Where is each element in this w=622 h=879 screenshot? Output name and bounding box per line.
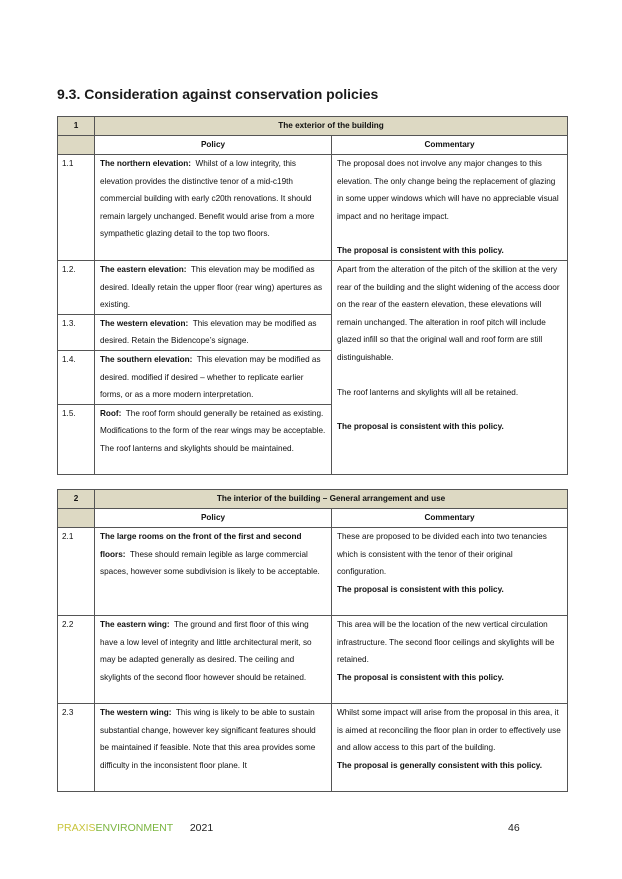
policy-title: The western wing: <box>100 708 172 717</box>
policy-cell <box>95 260 332 314</box>
section-number: 2 <box>58 490 95 509</box>
section-title: The exterior of the building <box>95 117 568 136</box>
column-header-commentary: Commentary <box>332 136 568 155</box>
section-title: The interior of the building – General arrangement and use <box>95 490 568 509</box>
commentary-text: This area will be the location of the new vertical circulation infrastructure. The second floor ceilings and skylights will be retained. <box>337 620 555 665</box>
policy-title: The western elevation: <box>100 318 189 328</box>
policy-title: The northern elevation: <box>100 159 191 168</box>
brand-logo-praxis: PRAXIS <box>57 822 96 834</box>
commentary-conclusion: The proposal is consistent with this policy. <box>337 422 504 432</box>
policy-text: This elevation may be modified as desired. Ideally retain the upper floor (rear wing) apertures as existing. <box>100 264 323 310</box>
footer-year: 2021 <box>189 822 214 834</box>
policy-cell <box>95 350 332 404</box>
table-row <box>58 528 568 616</box>
interior-policy-table <box>57 489 568 792</box>
policy-cell <box>95 704 332 792</box>
policy-text: This elevation may be modified as desired. Retain the Bidencope’s signage. <box>100 318 317 346</box>
row-number: 1.2. <box>58 260 95 314</box>
policy-title: Roof: <box>100 408 122 418</box>
page-number: 46 <box>508 822 520 834</box>
row-number: 1.4. <box>58 350 95 404</box>
policy-title: The large rooms on the front of the first and second floors: <box>100 532 302 559</box>
commentary-cell <box>332 704 568 792</box>
commentary-conclusion: The proposal is consistent with this policy. <box>337 672 504 682</box>
commentary-cell <box>332 155 568 261</box>
policy-cell <box>95 528 332 616</box>
commentary-text: Whilst some impact will arise from the proposal in this area, it is aimed at reconciling the floor plan in order to effectively use and allow access to this part of the building. <box>337 708 561 753</box>
commentary-cell <box>332 616 568 704</box>
policy-cell <box>95 155 332 261</box>
column-header-row <box>58 509 568 528</box>
page-heading: 9.3. Consideration against conservation policies <box>57 86 379 102</box>
row-number: 2.3 <box>58 704 95 792</box>
table-row <box>58 260 568 314</box>
policy-text: These should remain legible as large commercial spaces, however some subdivision is likely to be acceptable. <box>100 549 320 577</box>
table-section-header <box>58 117 568 136</box>
commentary-cell <box>332 260 568 474</box>
policy-cell <box>95 404 332 474</box>
section-number: 1 <box>58 117 95 136</box>
row-number: 1.5. <box>58 404 95 474</box>
commentary-cell <box>332 528 568 616</box>
brand-logo-environment: ENVIRONMENT <box>95 822 173 834</box>
table-row <box>58 155 568 261</box>
policy-title: The eastern wing: <box>100 620 170 629</box>
exterior-policy-table <box>57 116 568 475</box>
policy-title: The southern elevation: <box>100 354 193 364</box>
row-number: 1.3. <box>58 314 95 350</box>
page-footer <box>57 822 521 834</box>
policy-cell <box>95 616 332 704</box>
row-number: 2.2 <box>58 616 95 704</box>
row-number: 1.1 <box>58 155 95 261</box>
row-number: 2.1 <box>58 528 95 616</box>
commentary-text: The proposal does not involve any major changes to this elevation. The only change being the replacement of glazing in some upper windows which will have no appreciable visual impact and no heritage impact. <box>337 159 559 221</box>
policy-text: The ground and first floor of this wing have a low level of integrity and little architectural merit, so may be adapted generally as desired. The ceiling and skylights of the second floor however should be retained. <box>100 620 312 682</box>
policy-text: The roof form should generally be retained as existing. Modifications to the form of the rear wings may be acceptable. The roof lanterns and skylights should be maintained. <box>100 408 326 453</box>
policy-text: This elevation may be modified as desired. modified if desired – whether to replicate earlier forms, or as a more modern interpretation. <box>100 354 321 400</box>
commentary-text: Apart from the alteration of the pitch of the skillion at the very rear of the building and the slight widening of the access door on the rear of the eastern elevation, these elevations will remain unchanged. The alteration in roof pitch will include glazed infill so that the original wall and roof form are still distinguishable. <box>337 264 560 362</box>
column-header-row <box>58 136 568 155</box>
commentary-text: These are proposed to be divided each into two tenancies which is consistent with the tenor of their original configuration. <box>337 532 547 577</box>
column-header-policy: Policy <box>95 509 332 528</box>
column-header-commentary: Commentary <box>332 509 568 528</box>
commentary-text: The roof lanterns and skylights will all be retained. <box>337 387 519 397</box>
column-header-policy: Policy <box>95 136 332 155</box>
policy-cell <box>95 314 332 350</box>
policy-text: Whilst of a low integrity, this elevation provides the distinctive tenor of a mid-c19th commercial building with early c20th renovations. It should remain largely unchanged. Benefit would arise from a more sympathetic glazing detail to the top two floors. <box>100 159 315 239</box>
policy-text: This wing is likely to be able to sustain substantial change, however key significant features should be maintained if feasible. Note that this area provides some difficulty in the inconsistent floor plane. It <box>100 708 316 770</box>
commentary-conclusion: The proposal is generally consistent with this policy. <box>337 760 543 770</box>
commentary-conclusion: The proposal is consistent with this policy. <box>337 584 504 594</box>
commentary-conclusion: The proposal is consistent with this policy. <box>337 246 504 256</box>
table-row <box>58 704 568 792</box>
table-section-header <box>58 490 568 509</box>
policy-title: The eastern elevation: <box>100 264 187 274</box>
table-row <box>58 616 568 704</box>
